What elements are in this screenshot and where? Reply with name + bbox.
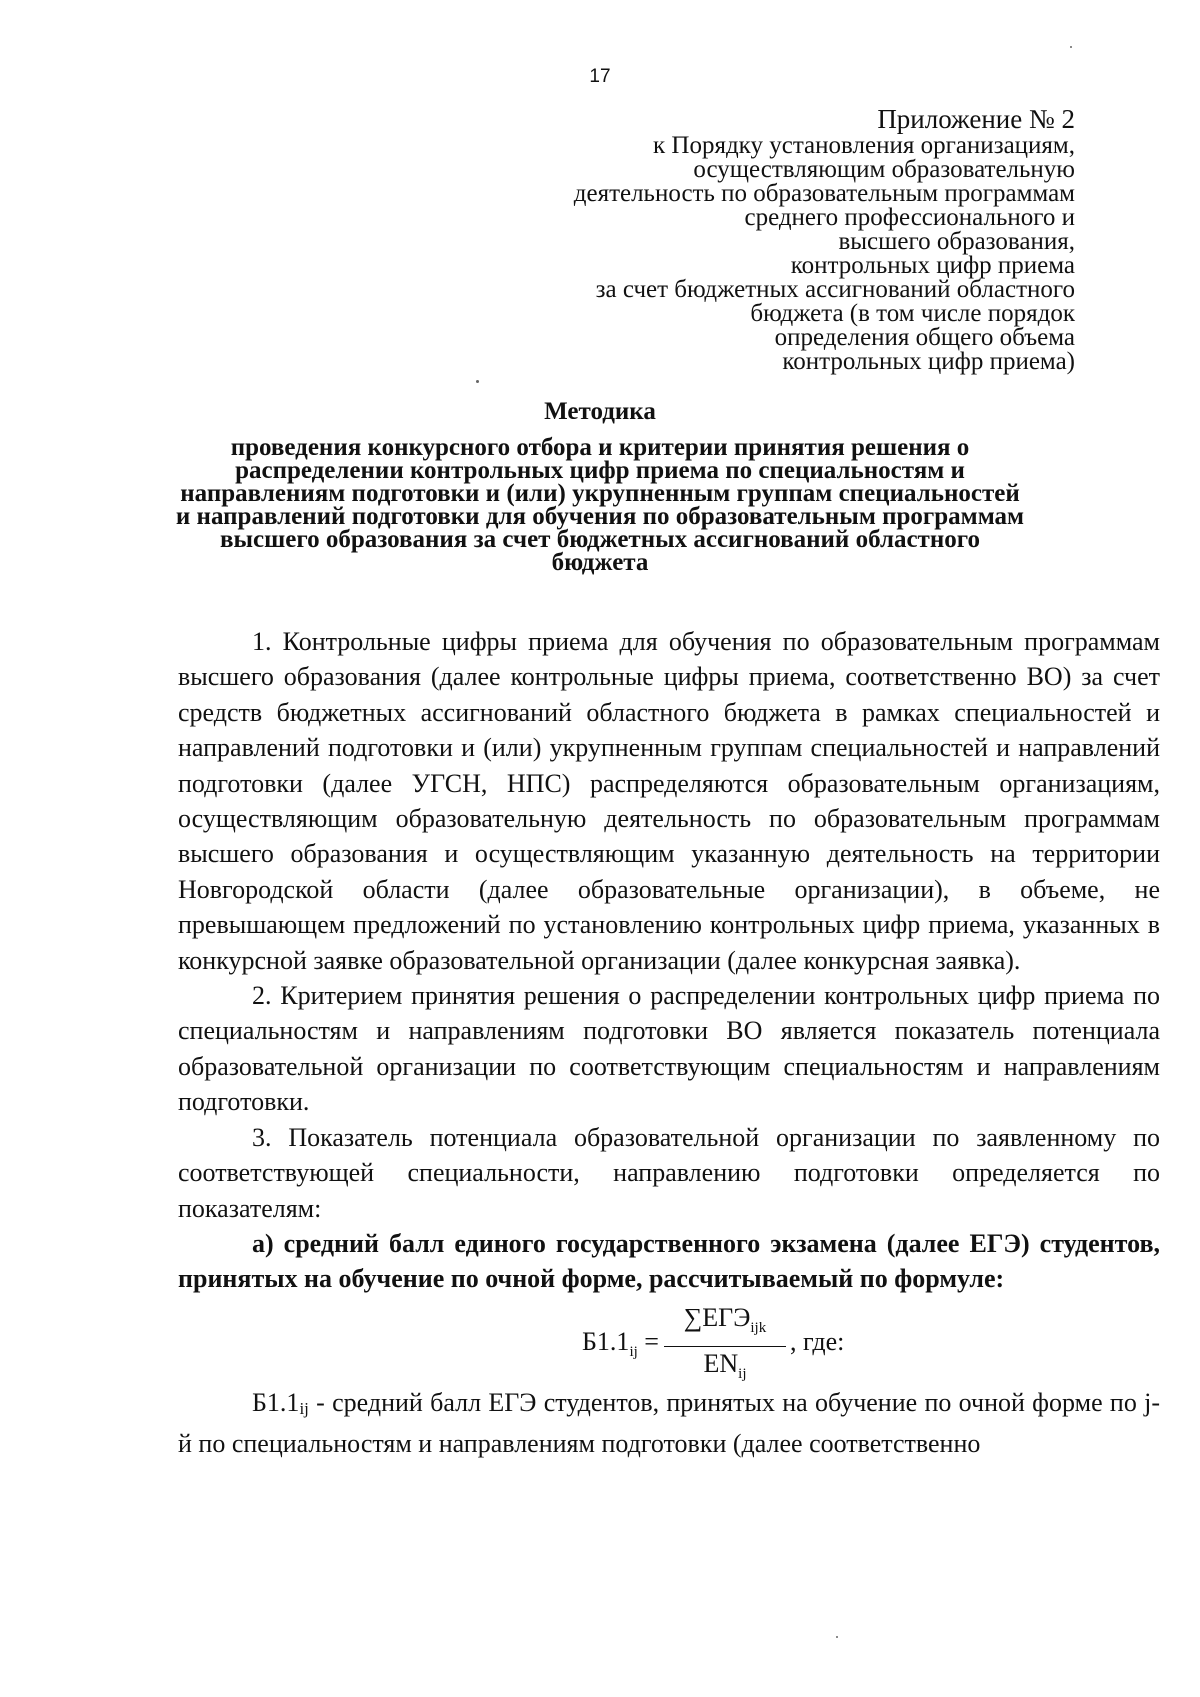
subtitle-line: высшего образования за счет бюджетных ассигнований областного xyxy=(220,526,980,553)
paragraph-definition xyxy=(178,1385,1160,1462)
appendix-line: осуществляющим образовательную xyxy=(693,156,1075,183)
appendix-line: определения общего объема xyxy=(774,324,1075,351)
appendix-line: бюджета (в том числе порядок xyxy=(750,300,1075,327)
definition-term: Б1.1 xyxy=(252,1387,300,1417)
scan-speck xyxy=(476,380,479,383)
formula-lhs-symbol: Б1.1 xyxy=(582,1326,630,1356)
fraction-bar xyxy=(664,1346,786,1347)
appendix-line: контрольных цифр приема xyxy=(790,252,1075,279)
formula-tail: , где: xyxy=(790,1326,845,1356)
appendix-line: за счет бюджетных ассигнований областного xyxy=(595,276,1075,303)
paragraph-2: 2. Критерием принятия решения о распределении контрольных цифр приема по специальностям и направлениям подготовки ВО является показатель потенциала образовательной организации по соответствующим специальностям и направлениям подготовки. xyxy=(178,981,1160,1117)
scan-speck xyxy=(836,1636,838,1638)
subtitle-line: и направлений подготовки для обучения по образовательным программам xyxy=(175,503,1025,530)
paragraph-1: 1. Контрольные цифры приема для обучения по образовательным программам высшего образования (далее контрольные цифры приема, соответственно ВО) за счет средств бюджетных ассигнований областного бюджета в рамках специальностей и направлений подготовки и (или) укрупненным группам специальностей и направлений подготовки (далее УГСН, НПС) распределяются образовательным организациям, осуществляющим образовательную деятельность по образовательным программам высшего образования и осуществляющим указанную деятельность на территории Новгородской области (далее образовательные организации), в объеме, не превышающем предложений по установлению контрольных цифр приема, указанных в конкурсной заявке образовательной организации (далее конкурсная заявка). xyxy=(178,627,1160,975)
appendix-line: к Порядку установления организациям, xyxy=(653,132,1075,159)
subtitle-line: проведения конкурсного отбора и критерии принятия решения о xyxy=(230,434,970,461)
scan-speck xyxy=(1070,46,1072,48)
formula-denominator xyxy=(664,1348,786,1390)
subtitle-line: направлениям подготовки и (или) укрупненным группам специальностей xyxy=(180,480,1020,507)
appendix-title: Приложение № 2 xyxy=(877,104,1075,134)
paragraph-4: а) средний балл единого государственного экзамена (далее ЕГЭ) студентов, принятых на обучение по очной форме, рассчитываемый по формуле: xyxy=(178,1228,1160,1294)
appendix-header xyxy=(475,104,1075,374)
formula-numerator xyxy=(664,1301,786,1345)
definition-term-subscript: ij xyxy=(299,1398,309,1418)
page-number: 17 xyxy=(589,66,611,87)
formula-denominator-subscript: ij xyxy=(738,1365,747,1382)
subtitle-line: бюджета xyxy=(551,549,649,576)
formula xyxy=(178,1301,1160,1381)
formula-denominator-symbol: EN xyxy=(703,1348,739,1378)
formula-lhs xyxy=(582,1327,659,1361)
subtitle-line: распределении контрольных цифр приема по специальностям и xyxy=(235,457,965,484)
paragraph-3: 3. Показатель потенциала образовательной организации по заявленному по соответствующей специальности, направлению подготовки определяется по показателям: xyxy=(178,1122,1160,1223)
document-title: Методика xyxy=(544,398,656,425)
appendix-line: деятельность по образовательным программам xyxy=(573,180,1075,207)
document-body xyxy=(178,624,1160,1462)
formula-numerator-symbol: ∑ЕГЭ xyxy=(683,1302,751,1332)
appendix-line: среднего профессионального и xyxy=(744,204,1075,231)
formula-lhs-subscript: ij xyxy=(629,1343,638,1360)
definition-text: - средний балл ЕГЭ студентов, принятых на обучение по очной форме по j-й по специальностям и направлениям подготовки (далее соответственно xyxy=(178,1387,1160,1459)
document-subtitle xyxy=(160,436,1040,574)
formula-equals: = xyxy=(644,1326,659,1356)
formula-fraction xyxy=(664,1301,786,1390)
appendix-line: высшего образования, xyxy=(838,228,1075,255)
formula-numerator-subscript: ijk xyxy=(750,1319,767,1336)
appendix-line: контрольных цифр приема) xyxy=(782,348,1075,375)
